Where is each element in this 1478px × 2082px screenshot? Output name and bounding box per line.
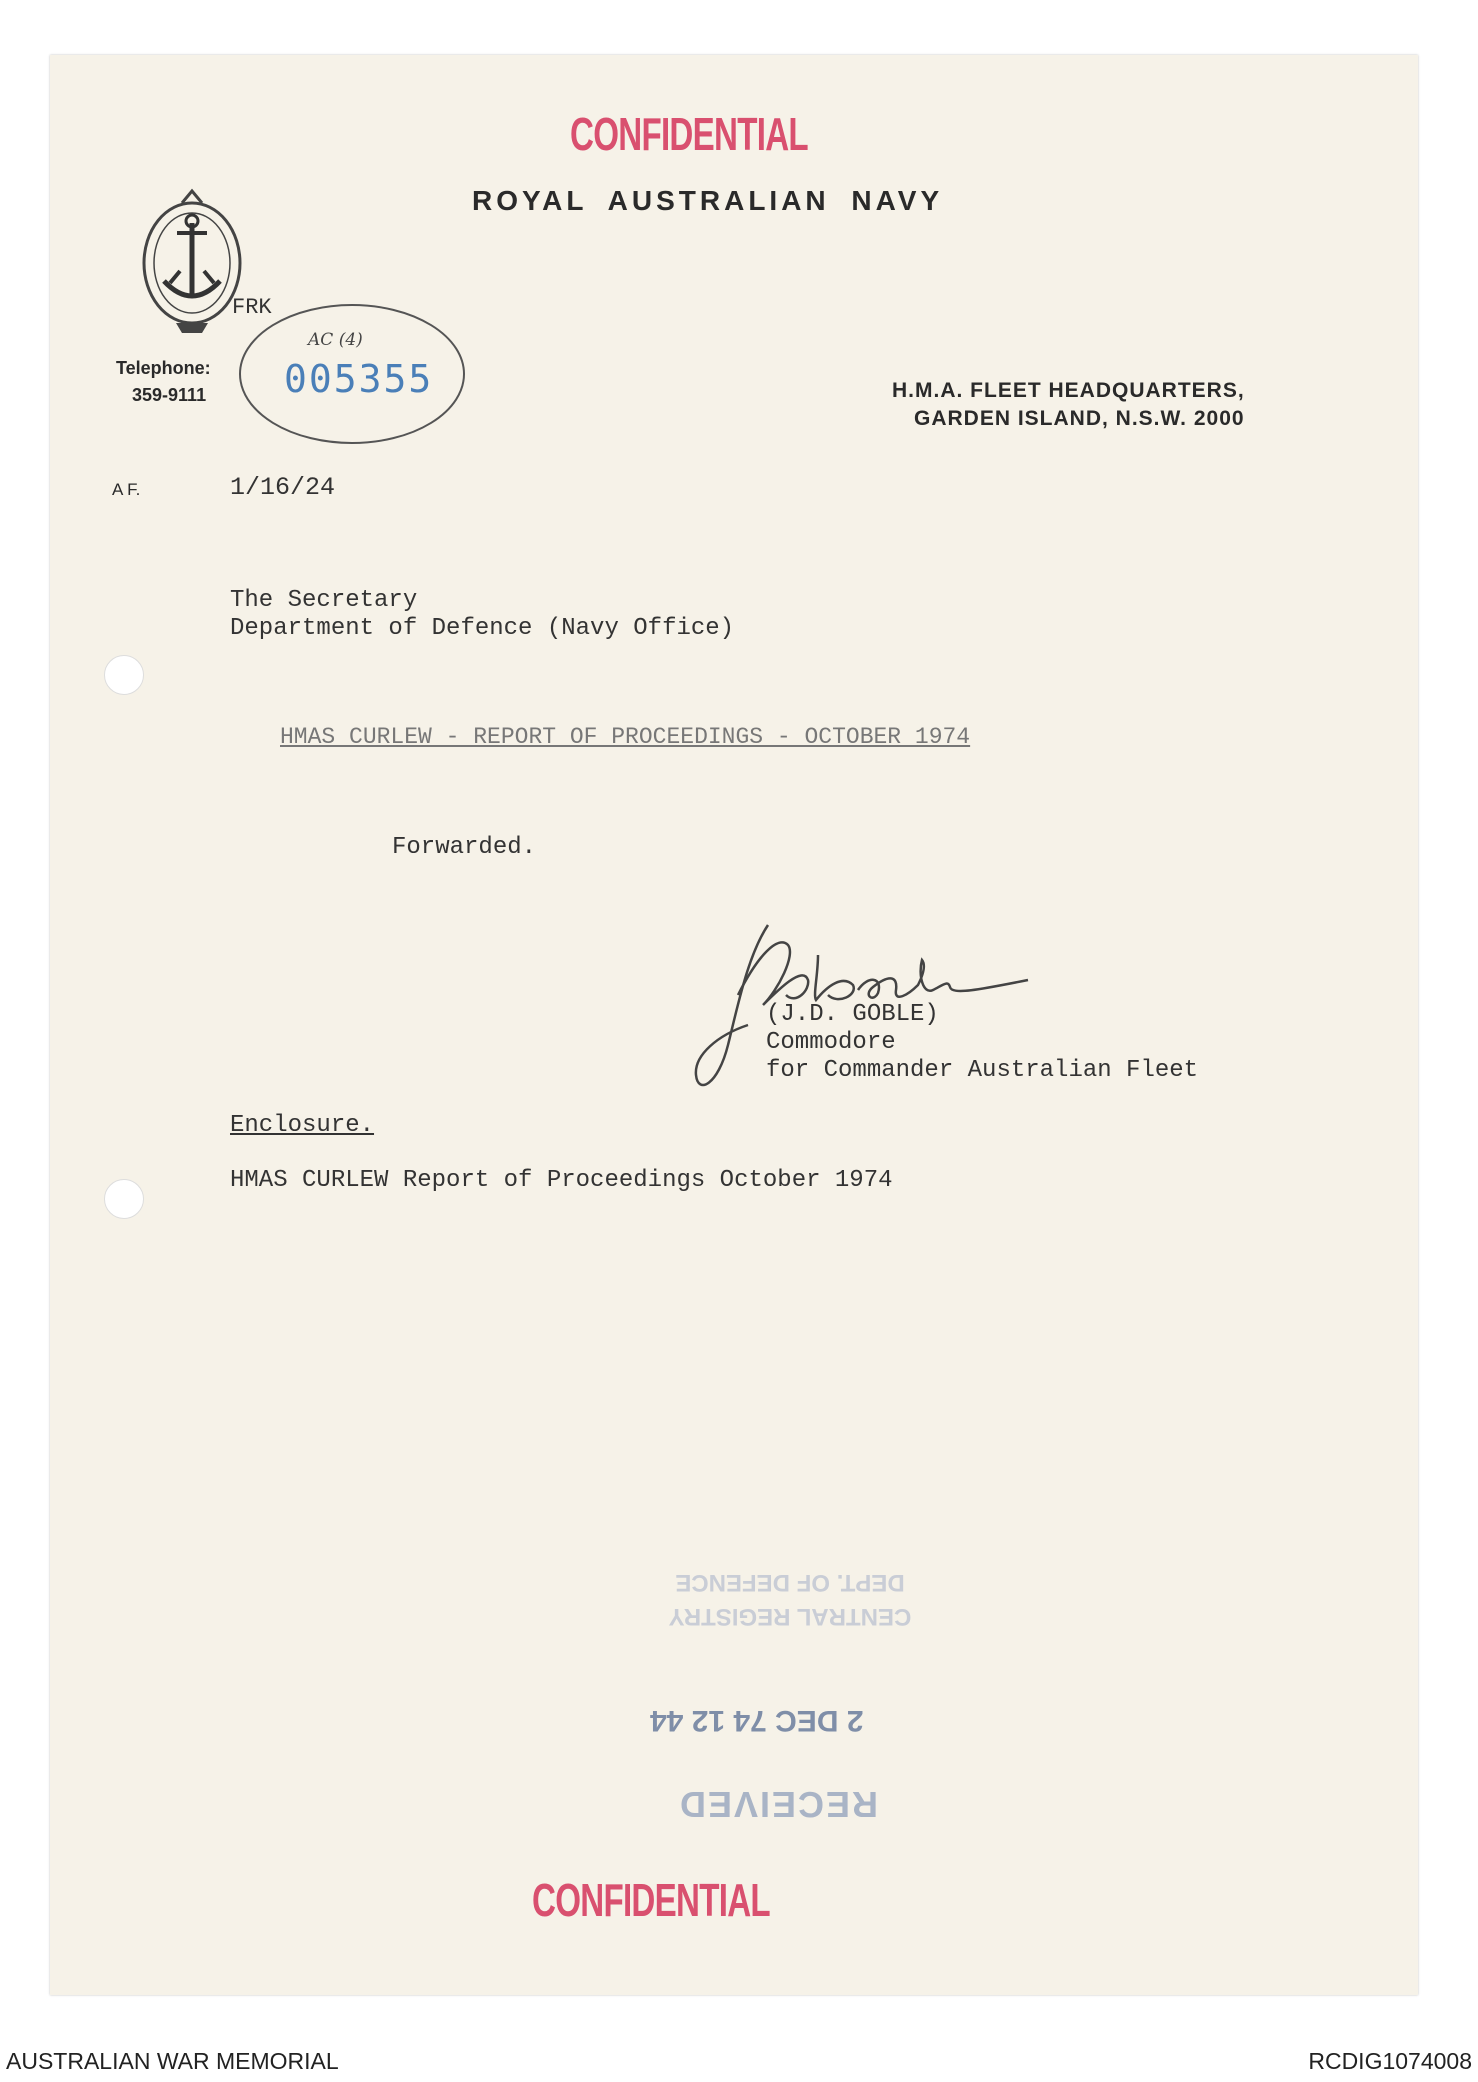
footer-id: RCDIG1074008 xyxy=(1308,2048,1472,2074)
signatory-capacity: for Commander Australian Fleet xyxy=(766,1057,1199,1084)
registry-stamp-number: 005355 xyxy=(284,357,434,401)
received-stamp-faded xyxy=(610,1565,970,1633)
signatory-rank: Commodore xyxy=(766,1029,896,1056)
confidential-stamp-top: CONFIDENTIAL xyxy=(570,108,808,160)
address-line-1: H.M.A. FLEET HEADQUARTERS, xyxy=(892,379,1245,402)
registry-stamp-code: AC (4) xyxy=(308,330,363,350)
reference-initials: FRK xyxy=(232,295,272,320)
punch-hole-top xyxy=(104,655,144,695)
telephone-label: Telephone: xyxy=(116,358,211,378)
confidential-stamp-bottom: CONFIDENTIAL xyxy=(532,1874,770,1926)
file-prefix: A F. xyxy=(112,480,141,499)
enclosure-item: HMAS CURLEW Report of Proceedings October 1974 xyxy=(230,1167,893,1194)
subject-line: HMAS CURLEW - REPORT OF PROCEEDINGS - OCTOBER 1974 xyxy=(280,724,971,750)
received-stamp-line-2: DEPT. OF DEFENCE xyxy=(675,1569,905,1596)
punch-hole-bottom xyxy=(104,1179,144,1219)
enclosure-heading: Enclosure. xyxy=(230,1112,375,1139)
file-reference: 1/16/24 xyxy=(230,473,336,502)
document-page xyxy=(50,55,1418,1995)
organisation-heading: ROYAL AUSTRALIAN NAVY xyxy=(472,185,944,216)
body-text: Forwarded. xyxy=(392,834,537,861)
footer-source: AUSTRALIAN WAR MEMORIAL xyxy=(6,2048,339,2074)
telephone-number: 359-9111 xyxy=(132,385,207,405)
addressee-line-1: The Secretary xyxy=(230,587,418,614)
address-line-2: GARDEN ISLAND, N.S.W. 2000 xyxy=(914,407,1245,430)
received-stamp-status: RECEIVED xyxy=(678,1784,879,1825)
signatory-name: (J.D. GOBLE) xyxy=(766,1001,939,1028)
received-stamp-date: 2 DEC 74 12 44 xyxy=(650,1704,864,1737)
received-stamp-line-1: CENTRAL REGISTRY xyxy=(668,1603,912,1630)
addressee-line-2: Department of Defence (Navy Office) xyxy=(230,615,735,642)
